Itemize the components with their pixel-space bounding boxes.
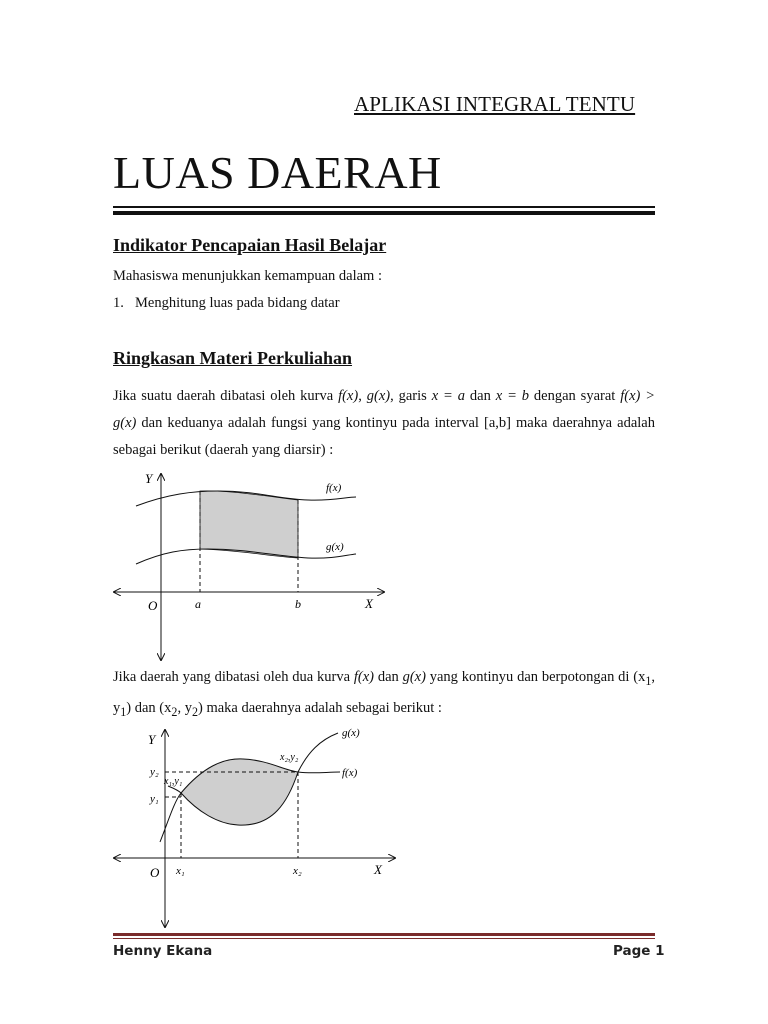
title-rule-thick: [113, 211, 655, 215]
subscript: 1: [120, 704, 127, 719]
list-item-text: Menghitung luas pada bidang datar: [135, 295, 340, 311]
para2-text: , y: [113, 669, 656, 716]
para1-text: , garis: [390, 388, 432, 404]
shaded-region: [200, 491, 298, 558]
para2-text: yang kontinyu dan berpotongan di (x: [425, 669, 646, 685]
figure-intersecting-curves: [108, 722, 408, 932]
list-item-number: 1.: [113, 295, 124, 311]
fx-greater-gx: f(x) > g(x): [113, 388, 656, 431]
tick-label-b: b: [295, 597, 301, 611]
footer-author: Henny Ekana: [113, 943, 213, 959]
para2-text: , y: [177, 699, 192, 716]
y-axis-label: Y: [148, 732, 156, 747]
x-axis-label: X: [365, 596, 373, 611]
para2-text: ) dan (x: [126, 699, 172, 716]
tick-label-x2: x₂: [293, 865, 302, 877]
point-label-2: x₂,y₂: [280, 752, 299, 763]
para2-text: Jika daerah yang dibatasi oleh dua kurva: [113, 669, 354, 685]
x-equals-b: x = b: [495, 388, 530, 404]
tick-label-y2: y₂: [150, 766, 159, 778]
point-label-1: x₁,y₁: [164, 776, 183, 787]
para2-text: dan: [374, 669, 403, 685]
fx-term: f(x): [353, 669, 375, 685]
f-curve-label: f(x): [342, 767, 358, 779]
para1-text: dan: [464, 388, 496, 404]
section-heading-indikator: Indikator Pencapaian Hasil Belajar: [113, 235, 387, 255]
origin-label: O: [150, 865, 160, 880]
subscript: 1: [645, 673, 652, 688]
subscript: 2: [171, 704, 178, 719]
footer-rule-thick: [113, 933, 655, 936]
g-curve-label: g(x): [342, 727, 360, 739]
fx-term: f(x): [338, 388, 359, 404]
tick-label-x1: x₁: [176, 865, 185, 877]
para1-text: Jika suatu daerah dibatasi oleh kurva: [113, 388, 339, 404]
intro-text: Mahasiswa menunjukkan kemampuan dalam :: [113, 268, 382, 284]
f-curve-label: f(x): [326, 482, 342, 494]
para1-text: dan keduanya adalah fungsi yang kontinyu pada interval [a,b] maka daerahnya adalah sebagai berikut (daerah yang diarsir) :: [113, 415, 655, 458]
document-header: APLIKASI INTEGRAL TENTU: [354, 92, 636, 116]
footer-page-number: Page 1: [613, 943, 665, 959]
subscript: 2: [191, 704, 198, 719]
origin-label: O: [148, 598, 158, 613]
paragraph-2: [113, 664, 655, 726]
page-title: LUAS DAERAH: [113, 147, 442, 198]
tick-label-a: a: [195, 597, 201, 611]
g-curve-label: g(x): [326, 541, 344, 553]
gx-term: g(x): [366, 388, 391, 404]
g-curve: [136, 549, 356, 564]
list-item: [113, 295, 340, 312]
tick-label-y1: y₁: [150, 793, 159, 805]
x-axis-label: X: [374, 862, 382, 877]
shaded-region: [181, 759, 298, 825]
para2-text: ) maka daerahnya adalah sebagai berikut :: [197, 699, 442, 716]
footer-rule-thin: [113, 938, 655, 939]
y-axis-label: Y: [145, 471, 153, 486]
para1-text: dengan syarat: [529, 388, 621, 404]
para1-text: ,: [358, 388, 367, 404]
section-heading-ringkasan: Ringkasan Materi Perkuliahan: [113, 348, 353, 368]
gx-term: g(x): [402, 669, 426, 685]
paragraph-1: [113, 383, 655, 464]
figure-area-between-curves: [108, 466, 398, 666]
title-rule-thin: [113, 206, 655, 208]
x-equals-a: x = a: [431, 388, 465, 404]
